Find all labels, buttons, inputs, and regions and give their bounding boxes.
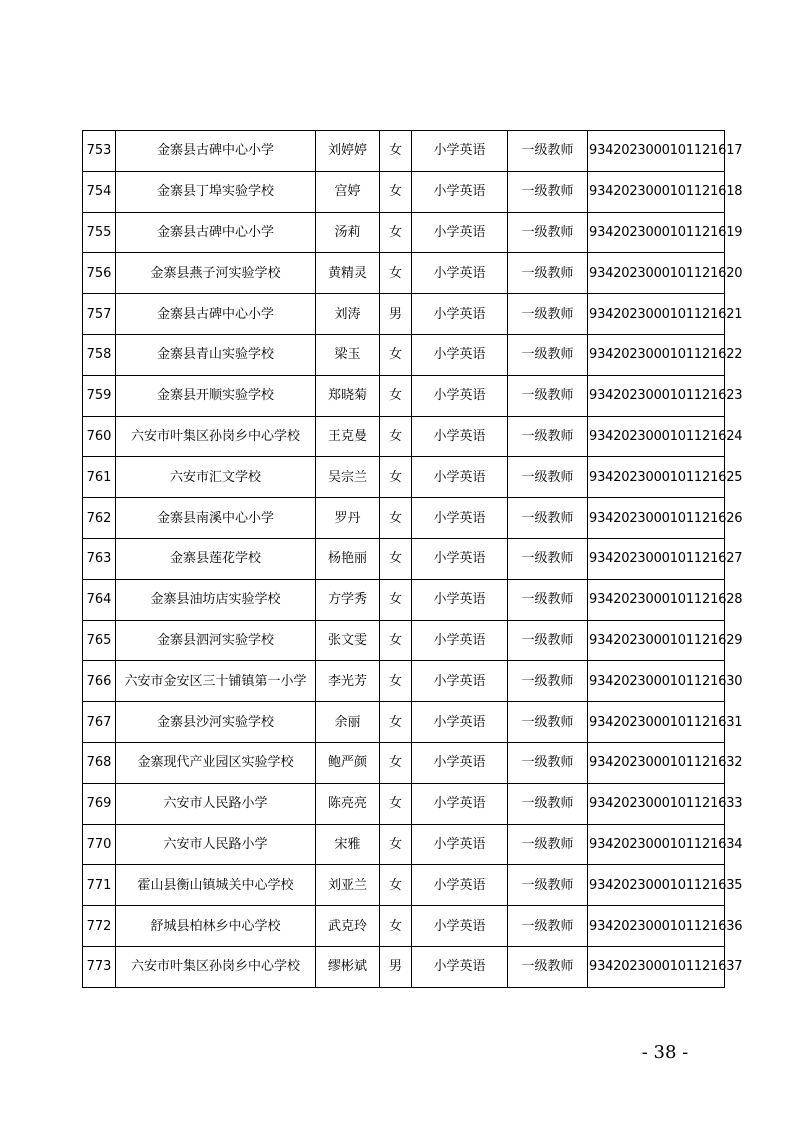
certificate-number-cell: 9342023000101121620 bbox=[588, 253, 725, 294]
school-cell: 六安市叶集区孙岗乡中心学校 bbox=[116, 416, 316, 457]
gender-cell: 女 bbox=[380, 783, 412, 824]
title-cell: 一级教师 bbox=[508, 334, 588, 375]
school-cell: 金寨县古碑中心小学 bbox=[116, 212, 316, 253]
name-cell: 方学秀 bbox=[316, 579, 380, 620]
subject-cell: 小学英语 bbox=[412, 906, 508, 947]
row-number-cell: 764 bbox=[83, 579, 116, 620]
table-row bbox=[83, 538, 725, 579]
name-cell: 罗丹 bbox=[316, 498, 380, 539]
table-row bbox=[83, 253, 725, 294]
subject-cell: 小学英语 bbox=[412, 294, 508, 335]
subject-cell: 小学英语 bbox=[412, 620, 508, 661]
gender-cell: 女 bbox=[380, 416, 412, 457]
gender-cell: 男 bbox=[380, 946, 412, 987]
school-cell: 金寨县开顺实验学校 bbox=[116, 375, 316, 416]
subject-cell: 小学英语 bbox=[412, 131, 508, 172]
title-cell: 一级教师 bbox=[508, 171, 588, 212]
name-cell: 鲍严颜 bbox=[316, 742, 380, 783]
subject-cell: 小学英语 bbox=[412, 702, 508, 743]
table-row bbox=[83, 742, 725, 783]
school-cell: 金寨县莲花学校 bbox=[116, 538, 316, 579]
table-row bbox=[83, 620, 725, 661]
title-cell: 一级教师 bbox=[508, 865, 588, 906]
title-cell: 一级教师 bbox=[508, 579, 588, 620]
name-cell: 黄精灵 bbox=[316, 253, 380, 294]
row-number-cell: 766 bbox=[83, 661, 116, 702]
subject-cell: 小学英语 bbox=[412, 498, 508, 539]
certificate-number-cell: 9342023000101121623 bbox=[588, 375, 725, 416]
school-cell: 六安市金安区三十铺镇第一小学 bbox=[116, 661, 316, 702]
table-row bbox=[83, 457, 725, 498]
school-cell: 金寨县沙河实验学校 bbox=[116, 702, 316, 743]
row-number-cell: 759 bbox=[83, 375, 116, 416]
title-cell: 一级教师 bbox=[508, 702, 588, 743]
subject-cell: 小学英语 bbox=[412, 171, 508, 212]
title-cell: 一级教师 bbox=[508, 294, 588, 335]
title-cell: 一级教师 bbox=[508, 620, 588, 661]
table-row bbox=[83, 171, 725, 212]
gender-cell: 女 bbox=[380, 579, 412, 620]
row-number-cell: 761 bbox=[83, 457, 116, 498]
school-cell: 金寨县油坊店实验学校 bbox=[116, 579, 316, 620]
name-cell: 刘婷婷 bbox=[316, 131, 380, 172]
title-cell: 一级教师 bbox=[508, 457, 588, 498]
school-cell: 霍山县衡山镇城关中心学校 bbox=[116, 865, 316, 906]
name-cell: 郑晓菊 bbox=[316, 375, 380, 416]
gender-cell: 女 bbox=[380, 375, 412, 416]
gender-cell: 女 bbox=[380, 865, 412, 906]
title-cell: 一级教师 bbox=[508, 783, 588, 824]
subject-cell: 小学英语 bbox=[412, 579, 508, 620]
title-cell: 一级教师 bbox=[508, 498, 588, 539]
certificate-number-cell: 9342023000101121621 bbox=[588, 294, 725, 335]
gender-cell: 女 bbox=[380, 171, 412, 212]
gender-cell: 女 bbox=[380, 131, 412, 172]
certificate-number-cell: 9342023000101121637 bbox=[588, 946, 725, 987]
gender-cell: 女 bbox=[380, 702, 412, 743]
school-cell: 六安市人民路小学 bbox=[116, 824, 316, 865]
row-number-cell: 771 bbox=[83, 865, 116, 906]
gender-cell: 女 bbox=[380, 620, 412, 661]
name-cell: 武克玲 bbox=[316, 906, 380, 947]
certificate-number-cell: 9342023000101121634 bbox=[588, 824, 725, 865]
row-number-cell: 768 bbox=[83, 742, 116, 783]
table-row bbox=[83, 334, 725, 375]
gender-cell: 女 bbox=[380, 457, 412, 498]
school-cell: 金寨县南溪中心小学 bbox=[116, 498, 316, 539]
title-cell: 一级教师 bbox=[508, 742, 588, 783]
row-number-cell: 762 bbox=[83, 498, 116, 539]
gender-cell: 女 bbox=[380, 742, 412, 783]
table-row bbox=[83, 579, 725, 620]
certificate-number-cell: 9342023000101121626 bbox=[588, 498, 725, 539]
certificate-number-cell: 9342023000101121631 bbox=[588, 702, 725, 743]
name-cell: 杨艳丽 bbox=[316, 538, 380, 579]
certificate-number-cell: 9342023000101121624 bbox=[588, 416, 725, 457]
title-cell: 一级教师 bbox=[508, 538, 588, 579]
title-cell: 一级教师 bbox=[508, 824, 588, 865]
gender-cell: 男 bbox=[380, 294, 412, 335]
certificate-number-cell: 9342023000101121629 bbox=[588, 620, 725, 661]
table-row bbox=[83, 212, 725, 253]
table-row bbox=[83, 946, 725, 987]
table-row bbox=[83, 294, 725, 335]
name-cell: 李光芳 bbox=[316, 661, 380, 702]
gender-cell: 女 bbox=[380, 906, 412, 947]
certificate-number-cell: 9342023000101121635 bbox=[588, 865, 725, 906]
row-number-cell: 767 bbox=[83, 702, 116, 743]
certificate-number-cell: 9342023000101121619 bbox=[588, 212, 725, 253]
table-row bbox=[83, 131, 725, 172]
row-number-cell: 758 bbox=[83, 334, 116, 375]
school-cell: 金寨现代产业园区实验学校 bbox=[116, 742, 316, 783]
subject-cell: 小学英语 bbox=[412, 416, 508, 457]
subject-cell: 小学英语 bbox=[412, 742, 508, 783]
title-cell: 一级教师 bbox=[508, 906, 588, 947]
subject-cell: 小学英语 bbox=[412, 783, 508, 824]
certificate-number-cell: 9342023000101121636 bbox=[588, 906, 725, 947]
row-number-cell: 754 bbox=[83, 171, 116, 212]
school-cell: 六安市叶集区孙岗乡中心学校 bbox=[116, 946, 316, 987]
name-cell: 刘涛 bbox=[316, 294, 380, 335]
title-cell: 一级教师 bbox=[508, 661, 588, 702]
school-cell: 金寨县丁埠实验学校 bbox=[116, 171, 316, 212]
school-cell: 金寨县燕子河实验学校 bbox=[116, 253, 316, 294]
gender-cell: 女 bbox=[380, 212, 412, 253]
subject-cell: 小学英语 bbox=[412, 375, 508, 416]
name-cell: 刘亚兰 bbox=[316, 865, 380, 906]
certificate-number-cell: 9342023000101121627 bbox=[588, 538, 725, 579]
subject-cell: 小学英语 bbox=[412, 212, 508, 253]
certificate-number-cell: 9342023000101121630 bbox=[588, 661, 725, 702]
certificate-number-cell: 9342023000101121628 bbox=[588, 579, 725, 620]
teacher-roster-table bbox=[82, 130, 743, 988]
school-cell: 六安市人民路小学 bbox=[116, 783, 316, 824]
gender-cell: 女 bbox=[380, 538, 412, 579]
row-number-cell: 755 bbox=[83, 212, 116, 253]
subject-cell: 小学英语 bbox=[412, 253, 508, 294]
name-cell: 缪彬斌 bbox=[316, 946, 380, 987]
table-row bbox=[83, 661, 725, 702]
name-cell: 吴宗兰 bbox=[316, 457, 380, 498]
school-cell: 六安市汇文学校 bbox=[116, 457, 316, 498]
name-cell: 梁玉 bbox=[316, 334, 380, 375]
name-cell: 陈亮亮 bbox=[316, 783, 380, 824]
table-row bbox=[83, 824, 725, 865]
row-number-cell: 772 bbox=[83, 906, 116, 947]
row-number-cell: 753 bbox=[83, 131, 116, 172]
row-number-cell: 765 bbox=[83, 620, 116, 661]
roster-body bbox=[83, 131, 743, 988]
subject-cell: 小学英语 bbox=[412, 865, 508, 906]
subject-cell: 小学英语 bbox=[412, 538, 508, 579]
name-cell: 宋雅 bbox=[316, 824, 380, 865]
table-row bbox=[83, 375, 725, 416]
title-cell: 一级教师 bbox=[508, 212, 588, 253]
gender-cell: 女 bbox=[380, 334, 412, 375]
title-cell: 一级教师 bbox=[508, 375, 588, 416]
name-cell: 王克曼 bbox=[316, 416, 380, 457]
subject-cell: 小学英语 bbox=[412, 457, 508, 498]
title-cell: 一级教师 bbox=[508, 131, 588, 172]
row-number-cell: 757 bbox=[83, 294, 116, 335]
gender-cell: 女 bbox=[380, 253, 412, 294]
school-cell: 金寨县古碑中心小学 bbox=[116, 294, 316, 335]
subject-cell: 小学英语 bbox=[412, 661, 508, 702]
subject-cell: 小学英语 bbox=[412, 946, 508, 987]
table-row bbox=[83, 702, 725, 743]
table-row bbox=[83, 906, 725, 947]
page-number: - 38 - bbox=[641, 1042, 689, 1063]
subject-cell: 小学英语 bbox=[412, 824, 508, 865]
row-number-cell: 756 bbox=[83, 253, 116, 294]
school-cell: 舒城县柏林乡中心学校 bbox=[116, 906, 316, 947]
certificate-number-cell: 9342023000101121622 bbox=[588, 334, 725, 375]
name-cell: 余丽 bbox=[316, 702, 380, 743]
row-number-cell: 763 bbox=[83, 538, 116, 579]
title-cell: 一级教师 bbox=[508, 253, 588, 294]
row-number-cell: 770 bbox=[83, 824, 116, 865]
row-number-cell: 760 bbox=[83, 416, 116, 457]
title-cell: 一级教师 bbox=[508, 946, 588, 987]
row-number-cell: 769 bbox=[83, 783, 116, 824]
table-row bbox=[83, 416, 725, 457]
school-cell: 金寨县古碑中心小学 bbox=[116, 131, 316, 172]
table-row bbox=[83, 865, 725, 906]
row-number-cell: 773 bbox=[83, 946, 116, 987]
gender-cell: 女 bbox=[380, 824, 412, 865]
certificate-number-cell: 9342023000101121618 bbox=[588, 171, 725, 212]
certificate-number-cell: 9342023000101121617 bbox=[588, 131, 725, 172]
name-cell: 汤莉 bbox=[316, 212, 380, 253]
subject-cell: 小学英语 bbox=[412, 334, 508, 375]
certificate-number-cell: 9342023000101121633 bbox=[588, 783, 725, 824]
gender-cell: 女 bbox=[380, 661, 412, 702]
certificate-number-cell: 9342023000101121625 bbox=[588, 457, 725, 498]
certificate-number-cell: 9342023000101121632 bbox=[588, 742, 725, 783]
name-cell: 宫婷 bbox=[316, 171, 380, 212]
school-cell: 金寨县青山实验学校 bbox=[116, 334, 316, 375]
table-row bbox=[83, 498, 725, 539]
name-cell: 张文雯 bbox=[316, 620, 380, 661]
title-cell: 一级教师 bbox=[508, 416, 588, 457]
school-cell: 金寨县泗河实验学校 bbox=[116, 620, 316, 661]
gender-cell: 女 bbox=[380, 498, 412, 539]
table-row bbox=[83, 783, 725, 824]
